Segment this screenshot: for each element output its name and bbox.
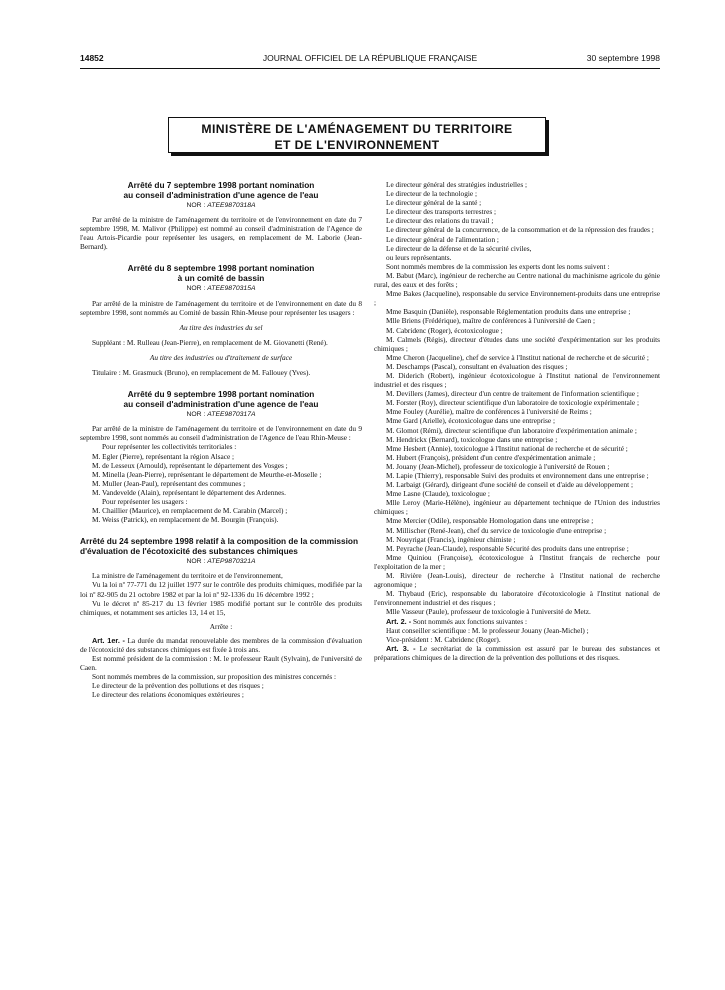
list-item: Mme Hesbert (Annie), toxicologue à l'Institut national de recherche et de sécurité ; [386, 443, 628, 453]
list-item: Mlle Leroy (Marie-Hélène), ingénieur au département technique de l'Union des industries chimiques ; [374, 498, 660, 517]
list-item: Le directeur général de l'alimentation ; [386, 234, 499, 244]
list-item: M. Babut (Marc), ingénieur de recherche au Centre national du machinisme agricole du génie rural, des eaux et des forêts ; [374, 270, 660, 290]
list-item: Le directeur général de la concurrence, de la consommation et de la répression des fraudes ; [386, 225, 654, 235]
arrete-3-member: M. Chaillier (Maurice), en remplacement de M. Carabin (Marcel) ; [92, 506, 288, 516]
ministry-line-1: MINISTÈRE DE L'AMÉNAGEMENT DU TERRITOIRE [201, 122, 513, 136]
list-item: M. Calmels (Régis), directeur d'études dans une société d'expérimentation sur les produits chimiques ; [374, 334, 660, 353]
nor-label: NOR : [186, 411, 206, 419]
arrete-4-president: Est nommé président de la commission : M. le professeur Rault (Sylvain), de l'université de Caen. [80, 654, 362, 673]
list-item: Le directeur des relations du travail ; [386, 216, 494, 226]
arrete-2-title-line-1: Arrêté du 8 septembre 1998 portant nomination [127, 263, 315, 274]
list-item: Mme Lasne (Claude), toxicologue ; [386, 489, 490, 499]
arrete-1-title-line-2: au conseil d'administration d'une agence de l'eau [123, 190, 319, 200]
list-item: Le directeur des transports terrestres ; [386, 207, 497, 217]
article-2-label: Art. 2. - [386, 616, 412, 626]
list-item: Sont nommés membres de la commission les experts dont les noms suivent : [386, 261, 610, 271]
list-item: Mme Bakes (Jacqueline), responsable du service Environnement-produits dans une entreprise ; [374, 289, 660, 308]
nor-label: NOR : [186, 202, 206, 209]
arrete-2-subheading-1: Au titre des industries du sel [179, 322, 263, 332]
list-item: Le directeur de la défense et de la sécurité civiles, [386, 243, 532, 253]
arrete-3-nor [80, 410, 362, 419]
list-item: M. Lapie (Thierry), responsable Suivi des produits et environnement dans une entreprise ; [386, 471, 649, 480]
left-column [80, 180, 362, 700]
arrete-4-article-1 [80, 636, 362, 654]
arrete-3-title-line-2: au conseil d'administration d'une agence de l'eau [123, 399, 319, 410]
article-1-text: La durée du mandat renouvelable des membres de la commission d'évaluation de l'écotoxicité des substances chimiques est fixée à trois ans. [80, 635, 362, 654]
arrete-1-title [80, 180, 362, 200]
list-item: M. Jouany (Jean-Michel), professeur de toxicologie à l'université de Rouen ; [386, 461, 610, 471]
list-item: M. Devillers (James), directeur d'un centre de traitement de l'information scientifique ; [386, 389, 639, 399]
arrete-2-titular: Titulaire : M. Grasmuck (Bruno), en remplacement de M. Fallouey (Yves). [92, 368, 311, 378]
arrete-2-text: Par arrêté de la ministre de l'aménagement du territoire et de l'environnement en date du 8 septembre 1998, sont nommés au Comité de bassin Rhin-Meuse pour représenter les usagers : [80, 298, 362, 317]
list-item: M. Thybaud (Eric), responsable du laboratoire d'écotoxicologie à l'Institut national de l'environnement industriel et des risques ; [374, 589, 660, 608]
arrete-4-minister: La ministre de l'aménagement du territoire et de l'environnement, [92, 571, 283, 581]
arrete-3-member: M. Weiss (Patrick), en remplacement de M. Bourgin (François). [92, 515, 279, 525]
list-item: M. Deschamps (Pascal), consultant en évaluation des risques ; [386, 361, 568, 371]
list-item: M. Glomot (Rémi), directeur scientifique d'un laboratoire d'expérimentation animale ; [386, 425, 637, 435]
ministry-line-2: ET DE L'ENVIRONNEMENT [274, 138, 440, 152]
arrete-1-title-line-1: Arrêté du 7 septembre 1998 portant nomination [127, 180, 315, 190]
journal-title: JOURNAL OFFICIEL DE LA RÉPUBLIQUE FRANÇAISE [262, 53, 478, 63]
list-item: M. Forster (Roy), directeur scientifique d'un laboratoire de toxicologie expérimentale ; [386, 398, 639, 408]
list-item: Le directeur général des stratégies industrielles ; [386, 180, 528, 189]
nor-code: ATEE9870317A [207, 411, 256, 419]
arrete-4-arrete: Arrête : [209, 621, 233, 631]
page-header [80, 53, 660, 67]
arrete-4-member: Le directeur des relations économiques extérieures ; [92, 690, 244, 700]
list-item: M. Diderich (Robert), ingénieur écotoxicologue à l'Institut national de l'environnement industriel et des risques ; [374, 370, 660, 390]
list-item: Le directeur général de la santé ; [386, 198, 482, 208]
list-item: M. Hendrickx (Bernard), toxicologue dans une entreprise ; [386, 434, 558, 444]
list-item: M. Rivière (Jean-Louis), directeur de recherche à l'Institut national de recherche agronomique ; [374, 571, 660, 590]
list-item: Mme Mercier (Odile), responsable Homologation dans une entreprise ; [386, 516, 594, 526]
nor-code: ATEP9870321A [207, 558, 256, 566]
arrete-4-title: Arrêté du 24 septembre 1998 relatif à la composition de la commission d'évaluation de l'écotoxicité des substances chimiques [80, 536, 359, 557]
list-item: M. Larbaigt (Gérard), dirigeant d'une société de conseil et d'aide au développement ; [386, 480, 633, 490]
arrete-3-title-line-1: Arrêté du 9 septembre 1998 portant nomination [127, 389, 315, 400]
arrete-3-title [80, 389, 362, 409]
arrete-2-title [80, 263, 362, 283]
arrete-2-substitute: Suppléant : M. Rulleau (Jean-Pierre), en remplacement de M. Giovanetti (René). [92, 337, 328, 347]
arrete-4-members-intro: Sont nommés membres de la commission, sur proposition des ministres concernés : [92, 672, 337, 682]
list-item: M. Nouyrigat (Francis), ingénieur chimiste ; [386, 534, 516, 544]
arrete-2-title-line-2: à un comité de bassin [177, 273, 265, 284]
article-2 [374, 617, 660, 626]
header-rule [80, 68, 660, 69]
commission-members-list [374, 180, 660, 617]
arrete-3-member: M. Muller (Jean-Paul), représentant des communes ; [92, 478, 246, 488]
nor-label: NOR : [186, 285, 206, 293]
arrete-2-nor [80, 284, 362, 293]
ministry-heading [168, 117, 546, 153]
arrete-1-nor [80, 201, 362, 210]
nor-code: ATEE9870315A [207, 285, 256, 293]
right-column [374, 180, 660, 662]
arrete-4-vu-loi: Vu la loi nº 77-771 du 12 juillet 1977 sur le contrôle des produits chimiques, modifiée par la loi nº 82-905 du 21 octobre 1982 et par la loi nº 92-1336 du 16 décembre 1992 ; [80, 580, 362, 599]
arrete-4-nor [80, 557, 362, 566]
article-3-text: Le secrétariat de la commission est assuré par le bureau des substances et préparations chimiques de la direction de la prévention des pollutions et des risques. [374, 643, 660, 662]
list-item: M. Hubert (François), président d'un centre d'expérimentation animale ; [386, 452, 596, 462]
issue-date: 30 septembre 1998 [586, 53, 660, 63]
nor-label: NOR : [186, 558, 206, 566]
list-item: Mme Basquin (Danièle), responsable Réglementation produits dans une entreprise ; [386, 307, 631, 317]
arrete-3-text: Par arrêté de la ministre de l'aménagement du territoire et de l'environnement en date du 9 septembre 1998, sont nommés au conseil d'administration de l'Agence de l'eau Rhin-Meuse : [80, 424, 362, 443]
list-item: ou leurs représentants. [386, 252, 452, 262]
arrete-3-usagers: Pour représenter les usagers : [102, 496, 188, 506]
arrete-3-member: M. Minella (Jean-Pierre), représentant le département de Meurthe-et-Moselle ; [92, 469, 322, 479]
arrete-3-member: M. Vandevelde (Alain), représentant le département des Ardennes. [92, 487, 286, 497]
list-item: Mlle Vasseur (Paule), professeur de toxicologie à l'université de Metz. [386, 607, 591, 617]
list-item: Mlle Briens (Frédérique), maître de conférences à l'université de Caen ; [386, 316, 595, 326]
nor-code: ATEE9870318A [207, 202, 256, 209]
list-item: M. Millischer (René-Jean), chef du service de toxicologie d'une entreprise ; [386, 525, 607, 535]
page-number: 14852 [80, 53, 104, 63]
arrete-2-subheading-2: Au titre des industries ou d'traitement de surface [149, 352, 293, 362]
article-2-line: Vice-président : M. Cabridenc (Roger). [386, 634, 501, 644]
arrete-4-member: Le directeur de la prévention des pollutions et des risques ; [92, 681, 264, 691]
arrete-3-member: M. Egler (Pierre), représentant la région Alsace ; [92, 451, 235, 461]
list-item: Mme Gard (Arielle), écotoxicologue dans une entreprise ; [386, 416, 555, 426]
article-3-label: Art. 3. - [386, 643, 416, 653]
list-item: Mme Fouley (Aurélie), maître de conférences à l'université de Reims ; [386, 407, 592, 417]
arrete-3-member: M. de Lesseux (Arnould), représentant le département des Vosges ; [92, 460, 288, 470]
list-item: Mme Cheron (Jacqueline), chef de service à l'Institut national de recherche et de sécurité ; [386, 352, 649, 362]
list-item: Mme Quiniou (Françoise), écotoxicologue à l'Institut français de recherche pour l'exploitation de la mer ; [374, 552, 660, 571]
arrete-4-vu-decret: Vu le décret nº 85-217 du 13 février 1985 modifié portant sur le contrôle des produits chimiques, et notamment ses articles 13, 14 et 15, [80, 598, 362, 617]
list-item: M. Peyrache (Jean-Claude), responsable Sécurité des produits dans une entreprise ; [386, 543, 629, 553]
article-2-line: Haut conseiller scientifique : M. le professeur Jouany (Jean-Michel) ; [386, 625, 589, 635]
arrete-3-collectivites: Pour représenter les collectivités territoriales : [102, 442, 237, 452]
arrete-1-text: Par arrêté de la ministre de l'aménagement du territoire et de l'environnement en date du 7 septembre 1998, M. Malivor (Philippe) est nommé au conseil d'administration de l'Agence de l'eau Artois-Picardie pour représenter les usagers, en remplacement de M. Laborie (Jean-Bernard). [80, 215, 362, 252]
article-2-text: Sont nommés aux fonctions suivantes : [412, 616, 528, 626]
list-item: Le directeur de la technologie ; [386, 189, 477, 199]
article-1-label: Art. 1er. - [92, 635, 125, 645]
list-item: M. Cabridenc (Roger), écotoxicologue ; [386, 325, 503, 335]
article-3 [374, 644, 660, 662]
